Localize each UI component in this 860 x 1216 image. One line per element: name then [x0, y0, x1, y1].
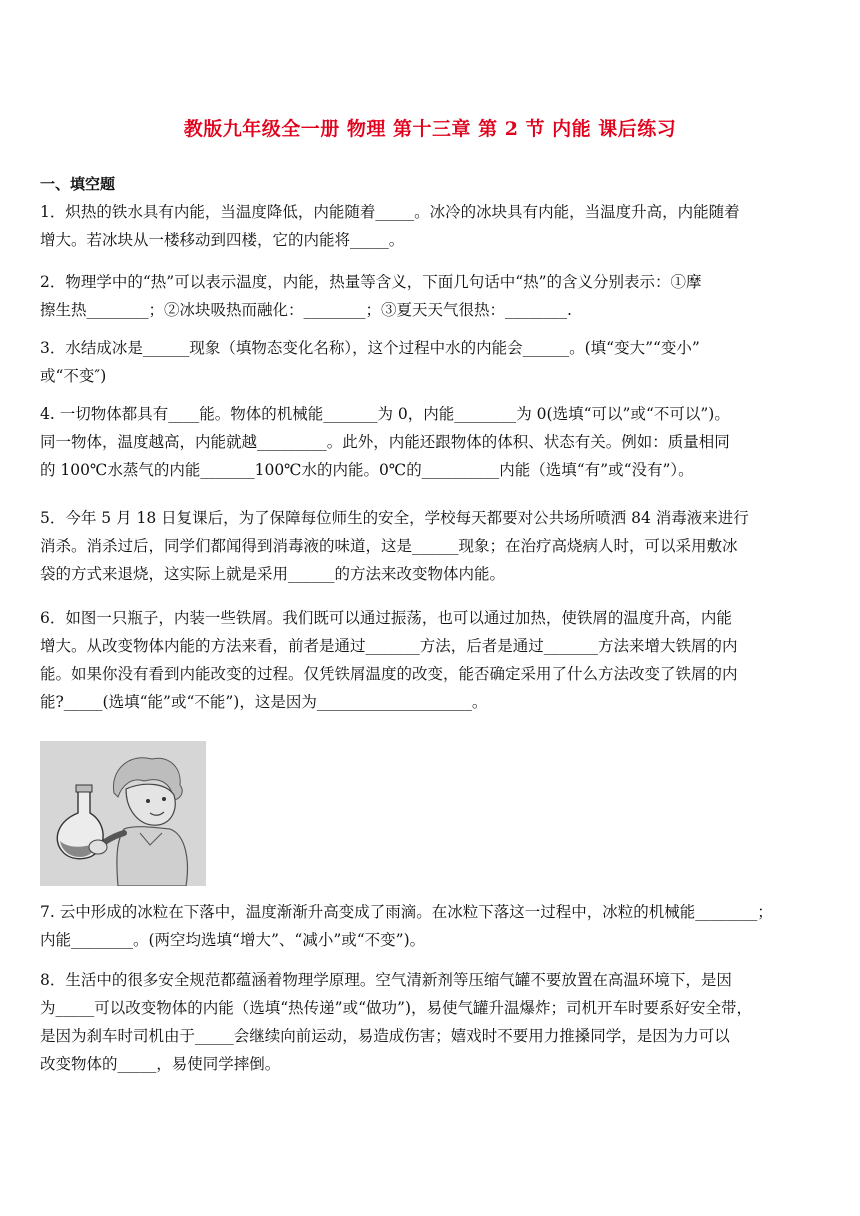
- question-6: [40, 604, 830, 716]
- question-line: 5．今年 5 月 18 日复课后，为了保障每位师生的安全，学校每天都要对公共场所喷洒 84 消毒液来进行: [40, 509, 749, 527]
- question-line: 增大。从改变物体内能的方法来看，前者是通过_______方法，后者是通过_______方法来增大铁屑的内: [40, 637, 738, 655]
- question-4: [40, 400, 830, 484]
- flask-illustration: [40, 741, 206, 886]
- question-8: [40, 966, 830, 1078]
- question-line: 内能________。(两空均选填“增大”、“减小”或“不变”)。: [40, 931, 426, 949]
- question-line: 1．炽热的铁水具有内能，当温度降低，内能随着_____。冰冷的冰块具有内能，当温度升高，内能随着: [40, 203, 740, 221]
- question-line: 为_____可以改变物体的内能（选填“热传递”或“做功”)，易使气罐升温爆炸；司机开车时要系好安全带，: [40, 999, 752, 1017]
- question-2: [40, 268, 830, 324]
- question-line: 或“不变″): [40, 367, 107, 385]
- question-5: [40, 504, 830, 588]
- figure-boy-with-flask: [40, 741, 206, 886]
- question-line: 的 100℃水蒸气的内能_______100℃水的内能。0℃的__________内能（选填“有”或“没有”）。: [40, 461, 694, 479]
- question-1: [40, 198, 830, 254]
- question-3: [40, 334, 830, 390]
- question-line: 擦生热________；②冰块吸热而融化：________；③夏天天气很热：________.: [40, 301, 572, 319]
- question-line: 消杀。消杀过后，同学们都闻得到消毒液的味道，这是______现象；在治疗高烧病人时，可以采用敷冰: [40, 537, 738, 555]
- question-line: 袋的方式来退烧，这实际上就是采用______的方法来改变物体内能。: [40, 565, 506, 583]
- question-line: 4. 一切物体都具有____能。物体的机械能_______为 0，内能________为 0(选填“可以”或“不可以”)。: [40, 405, 730, 423]
- question-line: 能?_____(选填“能”或“不能”)，这是因为____________________。: [40, 693, 488, 711]
- question-line: 8．生活中的很多安全规范都蕴涵着物理学原理。空气清新剂等压缩气罐不要放置在高温环境下，是因: [40, 971, 732, 989]
- question-line: 增大。若冰块从一楼移动到四楼，它的内能将_____。: [40, 231, 405, 249]
- question-line: 同一物体，温度越高，内能就越_________。此外，内能还跟物体的体积、状态有关。例如：质量相同: [40, 433, 730, 451]
- question-line: 改变物体的_____，易使同学摔倒。: [40, 1055, 281, 1073]
- question-line: 7. 云中形成的冰粒在下落中，温度渐渐升高变成了雨滴。在冰粒下落这一过程中，冰粒的机械能________；: [40, 903, 773, 921]
- question-line: 能。如果你没有看到内能改变的过程。仅凭铁屑温度的改变，能否确定采用了什么方法改变了铁屑的内: [40, 665, 738, 683]
- question-line: 2．物理学中的“热”可以表示温度，内能，热量等含义，下面几句话中“热”的含义分别表示：①摩: [40, 273, 702, 291]
- section-heading: 一、填空题: [40, 175, 116, 193]
- question-line: 6．如图一只瓶子，内装一些铁屑。我们既可以通过振荡，也可以通过加热，使铁屑的温度升高，内能: [40, 609, 732, 627]
- question-line: 是因为刹车时司机由于_____会继续向前运动，易造成伤害；嬉戏时不要用力推搡同学，是因为力可以: [40, 1027, 730, 1045]
- question-line: 3．水结成冰是______现象（填物态变化名称），这个过程中水的内能会______。(填“变大”“变小”: [40, 339, 700, 357]
- page-title: 教版九年级全一册 物理 第十三章 第 2 节 内能 课后练习: [183, 118, 677, 140]
- question-7: [40, 898, 830, 954]
